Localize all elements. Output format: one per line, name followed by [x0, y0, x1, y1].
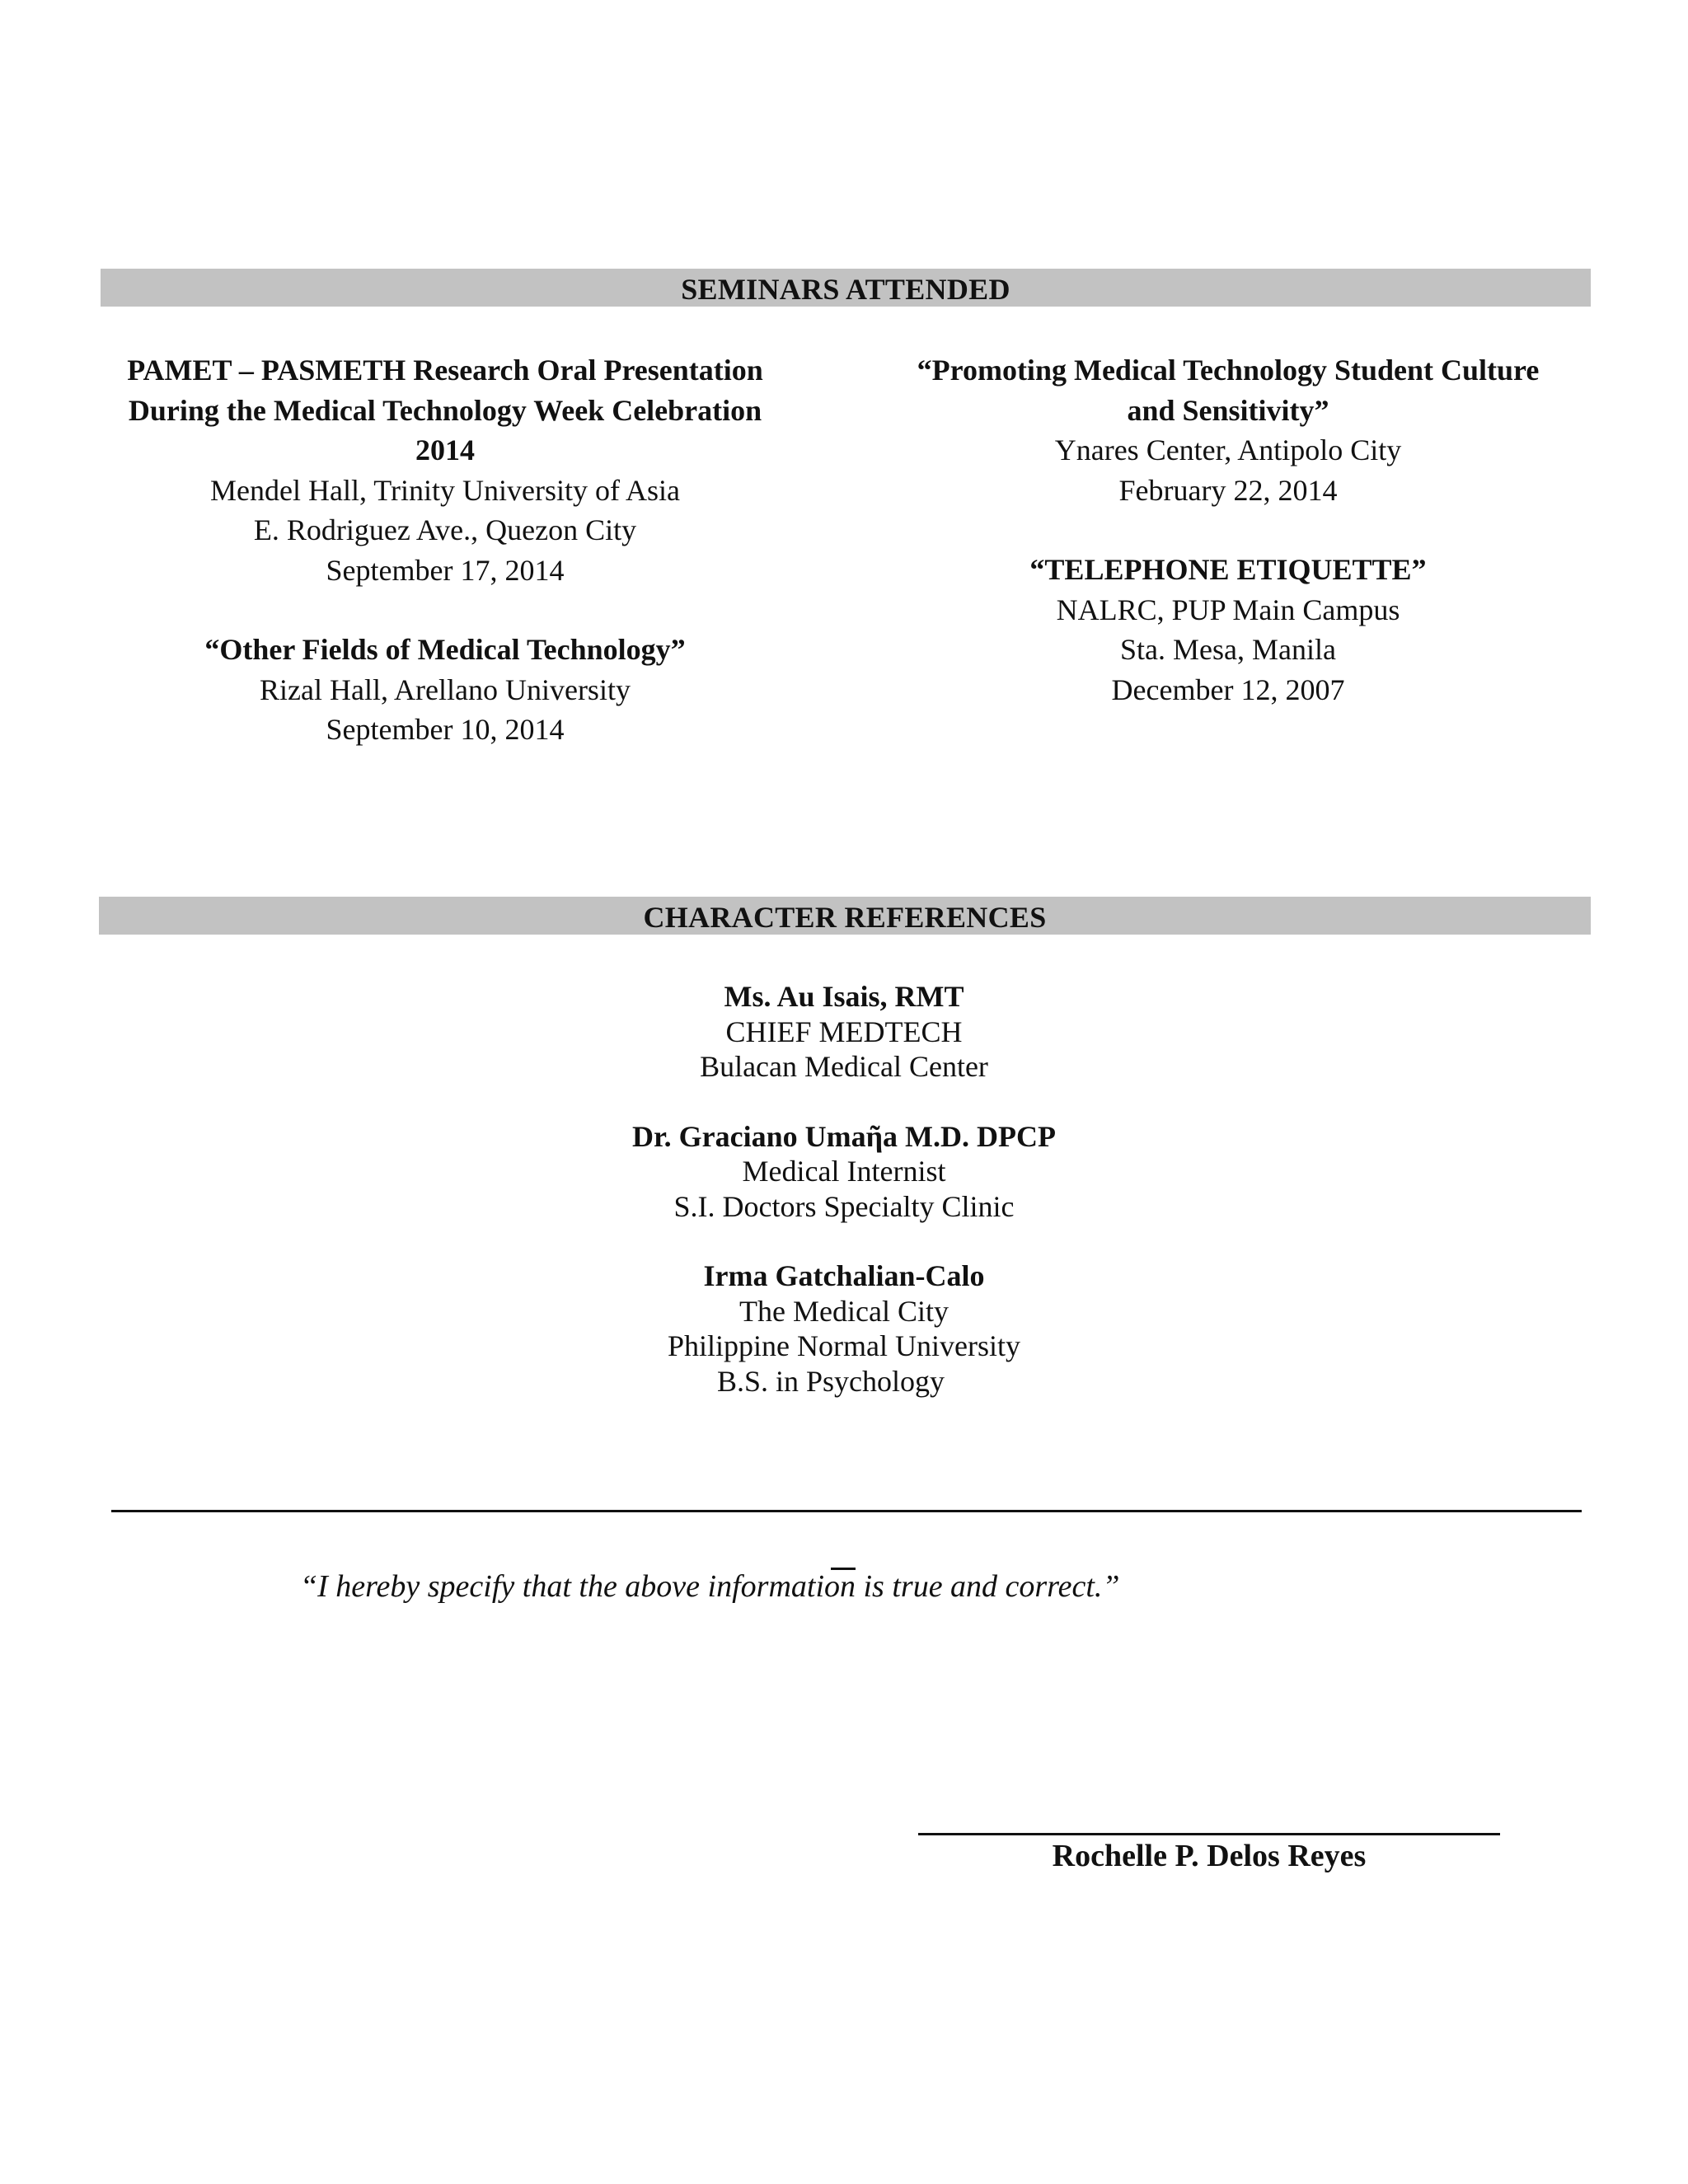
- references-heading: CHARACTER REFERENCES: [99, 897, 1591, 935]
- reference-entry: [432, 979, 1256, 1085]
- horizontal-divider: [111, 1510, 1582, 1512]
- seminar-title: “Promoting Medical Technology Student Culture: [917, 354, 1540, 387]
- seminar-date: September 10, 2014: [326, 713, 565, 746]
- references-list: [432, 979, 1256, 1433]
- reference-organization: Philippine Normal University: [668, 1329, 1020, 1362]
- declaration-statement: “I hereby specify that the above information is true and correct.”: [300, 1569, 1120, 1604]
- reference-entry: [432, 1119, 1256, 1225]
- signatory-name: Rochelle P. Delos Reyes: [1052, 1839, 1367, 1873]
- seminar-date: September 17, 2014: [326, 553, 565, 587]
- seminar-entry: [101, 350, 790, 590]
- seminar-venue: Ynares Center, Antipolo City: [1054, 434, 1402, 466]
- seminar-title: “Other Fields of Medical Technology”: [204, 633, 686, 666]
- reference-name: Irma Gatchalian-Calo: [703, 1259, 985, 1292]
- seminar-title: During the Medical Technology Week Celebration: [128, 393, 762, 427]
- reference-position: Medical Internist: [742, 1155, 946, 1188]
- seminars-right-column: [884, 350, 1573, 749]
- seminar-venue: Mendel Hall, Trinity University of Asia: [210, 473, 680, 507]
- reference-name: Dr. Graciano Umaῆa M.D. DPCP: [631, 1119, 1057, 1153]
- reference-position: CHIEF MEDTECH: [725, 1015, 963, 1048]
- seminar-entry: [884, 550, 1573, 710]
- reference-organization: Bulacan Medical Center: [700, 1050, 988, 1083]
- seminar-date: February 22, 2014: [1118, 473, 1338, 507]
- reference-degree: B.S. in Psychology: [716, 1364, 945, 1398]
- seminar-title: “TELEPHONE ETIQUETTE”: [1029, 553, 1427, 586]
- seminar-title: 2014: [415, 434, 475, 466]
- reference-name: Ms. Au Isais, RMT: [724, 980, 964, 1013]
- seminar-entry: [101, 630, 790, 750]
- reference-entry: [432, 1258, 1256, 1399]
- seminars-left-column: [101, 350, 790, 790]
- reference-organization: S.I. Doctors Specialty Clinic: [673, 1189, 1015, 1223]
- seminar-venue: NALRC, PUP Main Campus: [1056, 593, 1400, 626]
- seminars-heading: SEMINARS ATTENDED: [101, 269, 1591, 307]
- seminar-address: Sta. Mesa, Manila: [1120, 633, 1336, 666]
- reference-position: The Medical City: [739, 1294, 949, 1328]
- seminar-address: E. Rodriguez Ave., Quezon City: [253, 513, 637, 546]
- seminar-date: December 12, 2007: [1111, 673, 1345, 706]
- seminar-entry: [884, 350, 1573, 510]
- seminar-title: PAMET – PASMETH Research Oral Presentation: [127, 354, 763, 387]
- seminar-title: and Sensitivity”: [1127, 393, 1329, 427]
- seminar-venue: Rizal Hall, Arellano University: [260, 673, 631, 706]
